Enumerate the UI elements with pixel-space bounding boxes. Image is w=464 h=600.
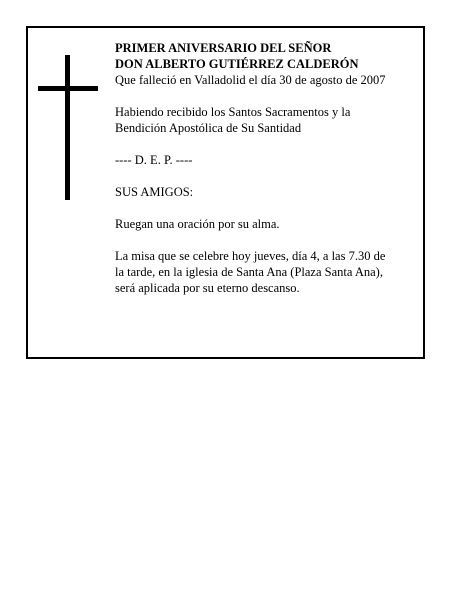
prayer-line: Ruegan una oración por su alma. xyxy=(115,217,280,231)
cross-horizontal-bar xyxy=(38,86,98,91)
spacer xyxy=(115,232,420,248)
sacraments-line-1: Habiendo recibido los Santos Sacramentos y la xyxy=(115,105,351,119)
obituary-notice xyxy=(26,26,425,359)
spacer xyxy=(115,200,420,216)
heading-line-2: DON ALBERTO GUTIÉRREZ CALDERÓN xyxy=(115,57,359,71)
mass-line-3: será aplicada por su eterno descanso. xyxy=(115,281,300,295)
cross-icon xyxy=(38,55,98,200)
notice-text xyxy=(115,40,420,296)
mass-line-1: La misa que se celebre hoy jueves, día 4, a las 7.30 de xyxy=(115,249,386,263)
mass-line-2: la tarde, en la iglesia de Santa Ana (Plaza Santa Ana), xyxy=(115,265,383,279)
cross-vertical-bar xyxy=(65,55,70,200)
heading-line-1: PRIMER ANIVERSARIO DEL SEÑOR xyxy=(115,41,332,55)
spacer xyxy=(115,168,420,184)
friends-line: SUS AMIGOS: xyxy=(115,185,194,199)
spacer xyxy=(115,136,420,152)
rip-line: ---- D. E. P. ---- xyxy=(115,153,193,167)
sacraments-line-2: Bendición Apostólica de Su Santidad xyxy=(115,121,302,135)
spacer xyxy=(115,88,420,104)
death-line: Que falleció en Valladolid el día 30 de agosto de 2007 xyxy=(115,73,386,87)
